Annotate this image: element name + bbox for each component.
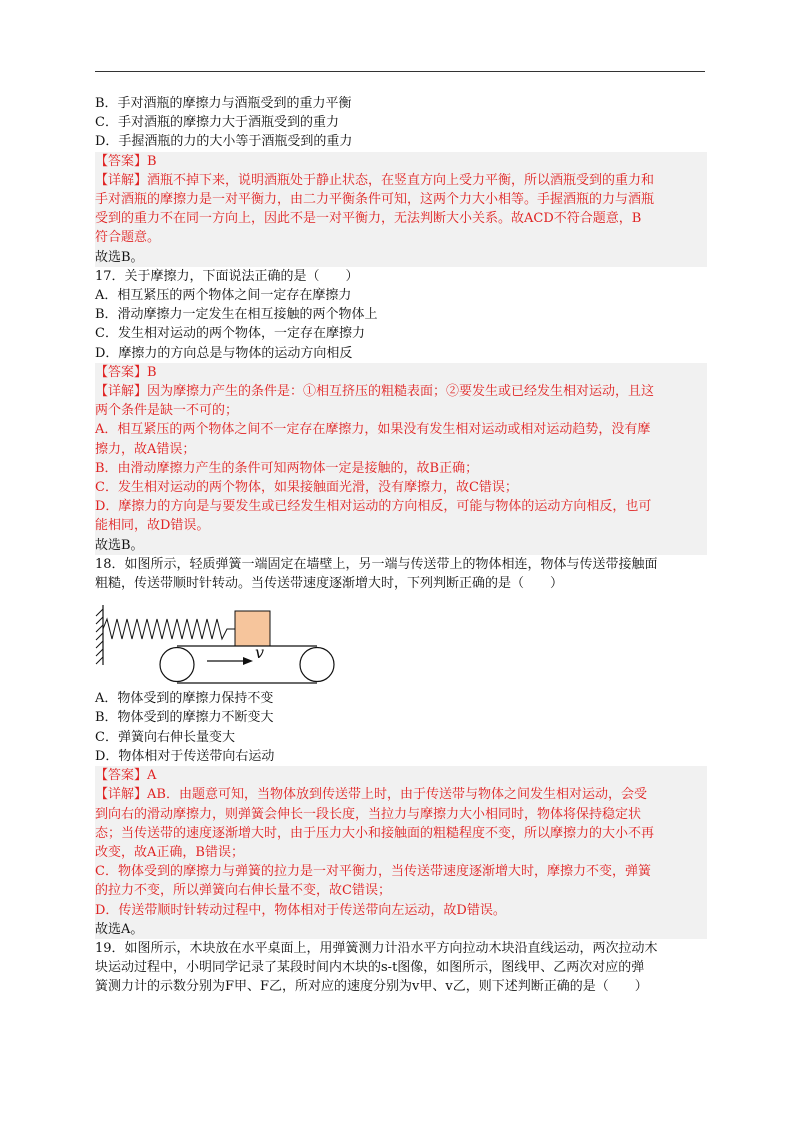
q18-explanation-6: 的拉力不变，所以弹簧向右伸长量不变，故C错误； bbox=[95, 883, 391, 899]
q18-option-a: A．物体受到的摩擦力保持不变 bbox=[95, 691, 274, 707]
q16-explanation-2: 手对酒瓶的摩擦力是一对平衡力，由二力平衡条件可知，这两个力大小相等。手握酒瓶的力与酒瓶 bbox=[95, 192, 655, 208]
right-pulley bbox=[300, 648, 334, 682]
page-content bbox=[95, 94, 707, 997]
q17-explanation-5: B．由滑动摩擦力产生的条件可知两物体一定是接触的，故B正确； bbox=[95, 460, 479, 476]
q16-option-b: B．手对酒瓶的摩擦力与酒瓶受到的重力平衡 bbox=[95, 96, 352, 111]
q19-stem-3: 簧测力计的示数分别为F甲、F乙，所对应的速度分别为v甲、v乙，则下述判断正确的是（ ） bbox=[95, 979, 648, 995]
q17-option-c: C．发生相对运动的两个物体，一定存在摩擦力 bbox=[95, 326, 365, 342]
q18-stem-1: 18．如图所示，轻质弹簧一端固定在墙壁上，另一端与传送带上的物体相连，物体与传送带接触面 bbox=[95, 556, 658, 572]
q18-conclusion: 故选A。 bbox=[95, 921, 144, 937]
q17-option-d: D．摩擦力的方向总是与物体的运动方向相反 bbox=[95, 345, 353, 361]
spring-conveyor-diagram bbox=[95, 597, 355, 685]
q18-explanation-7: D．传送带顺时针转动过程中，物体相对于传送带向左运动，故D错误。 bbox=[95, 902, 506, 918]
q18-option-b: B．物体受到的摩擦力不断变大 bbox=[95, 710, 274, 726]
q16-answer: 【答案】B bbox=[95, 153, 157, 169]
q16-explanation-4: 符合题意。 bbox=[95, 230, 161, 246]
q17-answer: 【答案】B bbox=[95, 364, 157, 380]
q17-explanation-1: 【详解】因为摩擦力产生的条件是：①相互挤压的粗糙表面；②要发生或已经发生相对运动，且这 bbox=[95, 384, 655, 400]
q17-stem: 17．关于摩擦力，下面说法正确的是（ ） bbox=[95, 268, 359, 284]
spring bbox=[103, 619, 235, 639]
q16-option-d: D．手握酒瓶的力的大小等于酒瓶受到的重力 bbox=[95, 134, 353, 150]
q17-answer-block bbox=[95, 363, 707, 555]
block bbox=[235, 611, 270, 646]
q19-stem-2: 块运动过程中，小明同学记录了某段时间内木块的s-t图像，如图所示，图线甲、乙两次对应的弹 bbox=[95, 960, 645, 976]
q18-explanation-2: 到向右的滑动摩擦力，则弹簧会伸长一段长度，当拉力与摩擦力大小相同时，物体将保持稳定状 bbox=[95, 806, 642, 822]
q18-explanation-3: 态；当传送带的速度逐渐增大时，由于压力大小和接触面的粗糙程度不变，所以摩擦力的大小不再 bbox=[95, 825, 655, 841]
q18-answer: 【答案】A bbox=[95, 768, 157, 784]
q17-explanation-8: 能相同，故D错误。 bbox=[95, 518, 210, 534]
velocity-arrowhead bbox=[243, 657, 253, 665]
q17-explanation-7: D．摩擦力的方向是与要发生或已经发生相对运动的方向相反，可能与物体的运动方向相反，也可 bbox=[95, 499, 652, 515]
q16-explanation-1: 【详解】酒瓶不掉下来，说明酒瓶处于静止状态，在竖直方向上受力平衡，所以酒瓶受到的重力和 bbox=[95, 172, 655, 188]
q18-option-d: D．物体相对于传送带向右运动 bbox=[95, 748, 275, 764]
q17-conclusion: 故选B。 bbox=[95, 537, 144, 553]
q18-answer-block bbox=[95, 766, 707, 939]
velocity-label: v bbox=[255, 643, 265, 663]
q17-explanation-3: A．相互紧压的两个物体之间不一定存在摩擦力，如果没有发生相对运动或相对运动趋势，没有摩 bbox=[95, 422, 651, 438]
q17-explanation-2: 两个条件是缺一不可的； bbox=[95, 403, 239, 419]
q18-stem-2: 粗糙，传送带顺时针转动。当传送带速度逐渐增大时，下列判断正确的是（ ） bbox=[95, 576, 564, 592]
header-rule bbox=[95, 71, 705, 72]
q17-option-a: A．相互紧压的两个物体之间一定存在摩擦力 bbox=[95, 288, 352, 304]
q17-explanation-6: C．发生相对运动的两个物体，如果接触面光滑，没有摩擦力，故C错误； bbox=[95, 480, 518, 496]
q17-option-b: B．滑动摩擦力一定发生在相互接触的两个物体上 bbox=[95, 307, 378, 323]
left-pulley bbox=[160, 648, 194, 682]
q16-option-c: C．手对酒瓶的摩擦力大于酒瓶受到的重力 bbox=[95, 115, 339, 131]
q16-answer-block bbox=[95, 152, 707, 267]
wall-hatching bbox=[96, 609, 103, 664]
q18-explanation-5: C．物体受到的摩擦力与弹簧的拉力是一对平衡力，当传送带速度逐渐增大时，摩擦力不变，弹簧 bbox=[95, 864, 651, 880]
q18-option-c: C．弹簧向右伸长量变大 bbox=[95, 729, 235, 745]
q17-explanation-4: 擦力，故A错误； bbox=[95, 441, 196, 457]
q18-explanation-1: 【详解】AB．由题意可知，当物体放到传送带上时，由于传送带与物体之间发生相对运动，会受 bbox=[95, 787, 647, 803]
q18-explanation-4: 改变，故A正确，B错误； bbox=[95, 844, 244, 860]
q19-stem-1: 19．如图所示，木块放在水平桌面上，用弹簧测力计沿水平方向拉动木块沿直线运动，两次拉动木 bbox=[95, 940, 658, 956]
q16-explanation-3: 受到的重力不在同一方向上，因此不是一对平衡力，无法判断大小关系。故ACD不符合题意，B bbox=[95, 211, 642, 227]
spring-conveyor-figure bbox=[95, 597, 707, 685]
q16-conclusion: 故选B。 bbox=[95, 249, 144, 265]
